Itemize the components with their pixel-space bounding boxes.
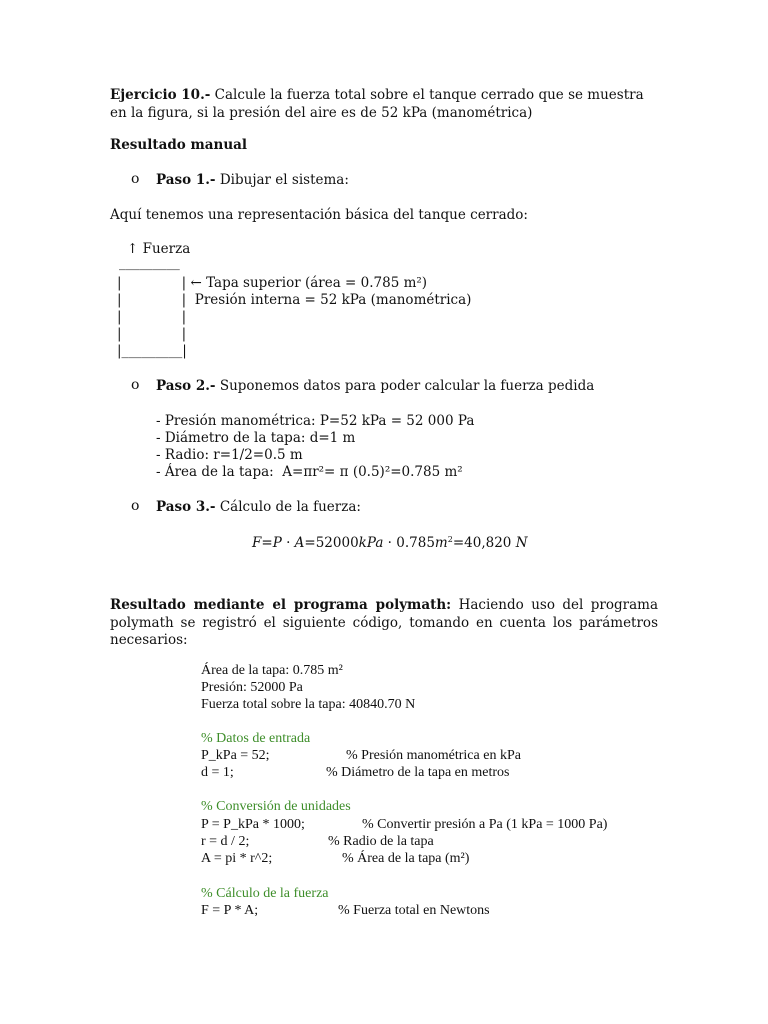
manual-heading: Resultado manual [110, 137, 248, 153]
formula-eq: = [304, 535, 316, 551]
step1-text: Dibujar el sistema: [215, 172, 349, 188]
data-item-diameter: - Diámetro de la tapa: d=1 m [156, 430, 356, 446]
diagram-force-label: ↑ Fuerza [127, 241, 191, 257]
code-line-p: P = P_kPa * 1000; [201, 817, 305, 832]
step1-label: Paso 1.- [156, 172, 216, 188]
force-formula [252, 535, 528, 551]
code-line-d: d = 1; [201, 765, 234, 780]
code-comment-r: % Radio de la tapa [328, 834, 434, 849]
code-comment-p: % Convertir presión a Pa (1 kPa = 1000 Pa) [362, 817, 608, 832]
exercise-title: Ejercicio 10.- [110, 87, 211, 103]
code-comment-a: % Área de la tapa (m²) [342, 851, 470, 866]
step3 [156, 499, 361, 515]
code-comment-calc: % Cálculo de la fuerza [201, 886, 329, 901]
code-comment-pkpa: % Presión manométrica en kPa [346, 748, 521, 763]
code-line-f: F = P * A; [201, 903, 259, 918]
data-item-radius: - Radio: r=1/2=0.5 m [156, 447, 303, 463]
code-comment-f: % Fuerza total en Newtons [338, 903, 490, 918]
formula-a: A [294, 535, 305, 551]
bullet-marker: o [131, 498, 140, 514]
code-comment-d: % Diámetro de la tapa en metros [326, 765, 510, 780]
diagram-row-bottom: |_________| [117, 343, 187, 359]
formula-unit-m: m [434, 535, 448, 551]
step3-label: Paso 3.- [156, 499, 216, 515]
exercise-text: Calcule la fuerza total sobre el tanque cerrado que se muestra en la figura, si la presión del aire es de 52 kPa (manométrica) [110, 87, 644, 121]
intro-line: Aquí tenemos una representación básica del tanque cerrado: [110, 207, 528, 223]
step2 [156, 378, 594, 394]
formula-p: P [272, 535, 282, 551]
result-area: Área de la tapa: 0.785 m² [201, 663, 343, 678]
diagram-row-wall: | | [117, 309, 187, 325]
formula-exponent: 2 [447, 535, 453, 544]
bullet-marker: o [131, 377, 140, 393]
formula-dot: · [281, 535, 295, 551]
formula-area-value: 0.785 [396, 535, 435, 551]
exercise-statement [110, 87, 658, 122]
code-comment-input: % Datos de entrada [201, 731, 311, 746]
formula-eq: = [452, 535, 465, 551]
formula-unit-kpa: kPa [358, 535, 384, 551]
diagram-row-lid: | | ← Tapa superior (área = 0.785 m²) [117, 275, 428, 291]
formula-dot: · [383, 535, 397, 551]
code-line-r: r = d / 2; [201, 834, 250, 849]
data-item-area: - Área de la tapa: A=πr²= π (0.5)²=0.785 m² [156, 464, 463, 480]
result-force: Fuerza total sobre la tapa: 40840.70 N [201, 697, 416, 712]
diagram-lid-line: _________ [119, 255, 180, 271]
code-line-pkpa: P_kPa = 52; [201, 748, 270, 763]
step3-text: Cálculo de la fuerza: [215, 499, 361, 515]
polymath-paragraph [110, 597, 658, 650]
bullet-marker: o [131, 171, 140, 187]
result-pressure: Presión: 52000 Pa [201, 680, 303, 695]
data-item-pressure: - Presión manométrica: P=52 kPa = 52 000 Pa [156, 413, 475, 429]
formula-eq: = [261, 535, 273, 551]
step1 [156, 172, 349, 188]
diagram-row-pressure: | | Presión interna = 52 kPa (manométrica) [117, 292, 472, 308]
step2-label: Paso 2.- [156, 378, 216, 394]
code-line-a: A = pi * r^2; [201, 851, 273, 866]
diagram-row-wall: | | [117, 326, 187, 342]
formula-unit-n: N [515, 535, 528, 551]
polymath-label: Resultado mediante el programa polymath: [110, 597, 452, 613]
formula-result: 40,820 [464, 535, 512, 551]
code-comment-conversion: % Conversión de unidades [201, 799, 351, 814]
step2-text: Suponemos datos para poder calcular la fuerza pedida [215, 378, 595, 394]
polymath-text: Haciendo uso del programa polymath se registró el siguiente código, tomando en cuenta los parámetros necesarios: [110, 597, 659, 648]
formula-f: F [252, 535, 262, 551]
formula-pressure-value: 52000 [315, 535, 359, 551]
